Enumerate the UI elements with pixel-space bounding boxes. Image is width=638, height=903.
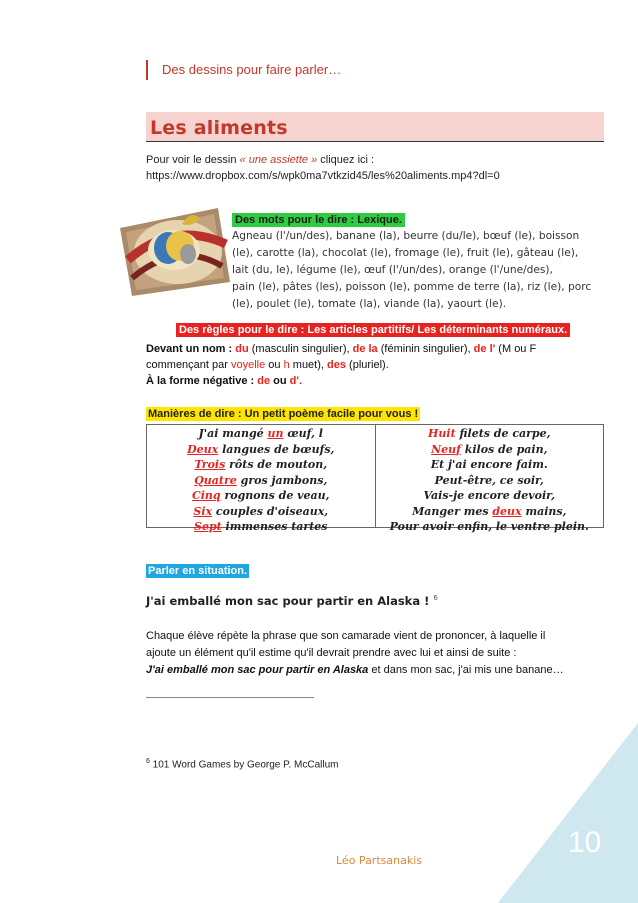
lexicon-text [232,228,604,313]
footnote-ref[interactable]: 6 [433,594,438,603]
rules-text-part: (M ou F [495,343,537,355]
voyelle-word: voyelle [230,359,266,371]
poem-line [147,473,375,489]
rules-text-part: ou [265,359,284,371]
poem-text: kilos de pain, [460,442,548,456]
poem-number: Sept [194,520,222,533]
poem-text: Pour avoir enfin, le ventre plein. [389,520,589,533]
situation-paragraph [146,628,606,679]
intro-drawing-name: « une assiette » [239,154,318,166]
footnote [146,758,339,770]
footer-author: Léo Partsanakis [336,854,422,867]
rules-label: Des règles pour le dire : Les articles partitifs/ Les déterminants numéraux. [176,323,570,337]
plate-drawing-image [118,200,230,298]
video-link[interactable]: https://www.dropbox.com/s/wpk0ma7vtkzid45/les%20aliments.mp4?dl=0 [146,170,500,182]
article-du: du [235,343,249,355]
rules-text [146,341,606,389]
rules-text-part: muet), [289,359,328,371]
footnote-separator [146,697,314,698]
rules-line-1 [146,341,606,357]
poem-line [376,488,604,504]
page-title: Les aliments [150,117,288,139]
game-title-text: J'ai emballé mon sac pour partir en Alaska ! [146,594,430,608]
situation-line [146,662,606,679]
situation-example: J'ai emballé mon sac pour partir en Alaska [146,664,369,676]
page-corner-decoration [498,723,638,903]
poem-number: Deux [187,442,219,456]
poem-line [147,488,375,504]
poem-text: J'ai mangé [198,427,268,440]
poem-text: immenses tartes [221,520,328,533]
lexicon-label: Des mots pour le dire : Lexique. [232,213,405,227]
article-de: de [257,375,271,387]
rules-text-part: ou [270,375,290,387]
poem-line [376,473,604,489]
poem-text: œuf, l [283,427,323,440]
poem-line [376,519,604,535]
footnote-text: 101 Word Games by George P. McCallum [149,759,339,771]
situation-text: et dans mon sac, j'ai mis une banane… [368,664,564,676]
situation-label: Parler en situation. [148,565,248,577]
poem-line [376,504,604,520]
header-text: Des dessins pour faire parler… [162,62,342,77]
poem-number: Cinq [192,489,221,502]
poem-line [376,442,604,458]
rules-line-3 [146,373,606,389]
poem-number: deux [492,504,522,518]
poem-text: filets de carpe, [455,427,551,440]
poem-text: gros jambons, [236,473,328,487]
lexicon-line: lait (du, le), légume (le), œuf (l'/un/des), orange (l'/une/des), [232,264,553,276]
poem-text: rognons de veau, [220,489,330,502]
poem-column-left [147,425,375,533]
situation-line: ajoute un élément qu'il estime qu'il devrait prendre avec lui et ainsi de suite : [146,647,517,659]
page-number: 10 [568,826,602,859]
poem-line [376,426,604,442]
intro-text-after: cliquez ici : [317,154,375,166]
lexicon-line: pain (le), pâtes (les), poisson (le), pomme de terre (la), riz (le), porc [232,281,592,293]
h-letter: h [283,359,290,371]
poem-text: Peut-être, ce soir, [434,473,544,487]
lexicon-line: (le), carotte (la), chocolat (le), fromage (le), fruit (le), gâteau (le), [232,247,579,259]
intro-paragraph [146,152,500,184]
rules-text-part: commençant par [146,359,231,371]
intro-line [146,152,500,168]
article-d: d'. [289,375,303,387]
running-header [146,60,341,80]
poem-text: langues de bœufs, [218,442,335,456]
rules-line-2 [146,357,606,373]
poem-text: Manger mes [412,504,493,518]
lexicon-line: Agneau (l'/un/des), banane (la), beurre (du/le), bœuf (le), boisson [232,230,580,242]
poem-number: Huit [428,427,456,440]
rules-text-part: (pluriel). [345,359,389,371]
rules-text-part: (féminin singulier), [377,343,474,355]
poem-line [147,504,375,520]
poem-label: Manières de dire : Un petit poème facile pour vous ! [148,408,419,420]
poem-text: Et j'ai encore faim. [430,458,548,471]
poem-line [376,457,604,473]
poem-text: rôts de mouton, [225,458,328,471]
poem-text: Vais-je encore devoir, [423,489,555,502]
article-de-la: de la [352,343,378,355]
poem-number: Trois [194,458,226,471]
poem-line [147,519,375,535]
lexicon-line: (le), poulet (le), tomate (la), viande (la), yaourt (le). [232,298,507,310]
rules-text-part: Devant un nom : [146,343,236,355]
footnote-number: 6 [146,758,150,765]
poem-column-right [375,425,604,533]
poem-line [147,442,375,458]
poem-line [147,426,375,442]
article-des: des [327,359,346,371]
poem-number: Neuf [431,442,461,456]
poem-text: mains, [521,504,567,518]
poem-text: couples d'oiseaux, [212,504,329,518]
article-de-l: de l' [473,343,496,355]
poem-number: un [267,427,284,440]
situation-line: Chaque élève répète la phrase que son camarade vient de prononcer, à laquelle il [146,630,546,642]
poem-number: Quatre [194,473,237,487]
rules-text-part: À la forme négative : [146,375,258,387]
game-title [146,594,438,608]
intro-text: Pour voir le dessin [146,154,240,166]
rules-text-part: (masculin singulier), [248,343,353,355]
poem-table [146,424,604,533]
poem-line [147,457,375,473]
poem-number: Six [193,504,213,518]
section-title-bar [146,112,604,142]
